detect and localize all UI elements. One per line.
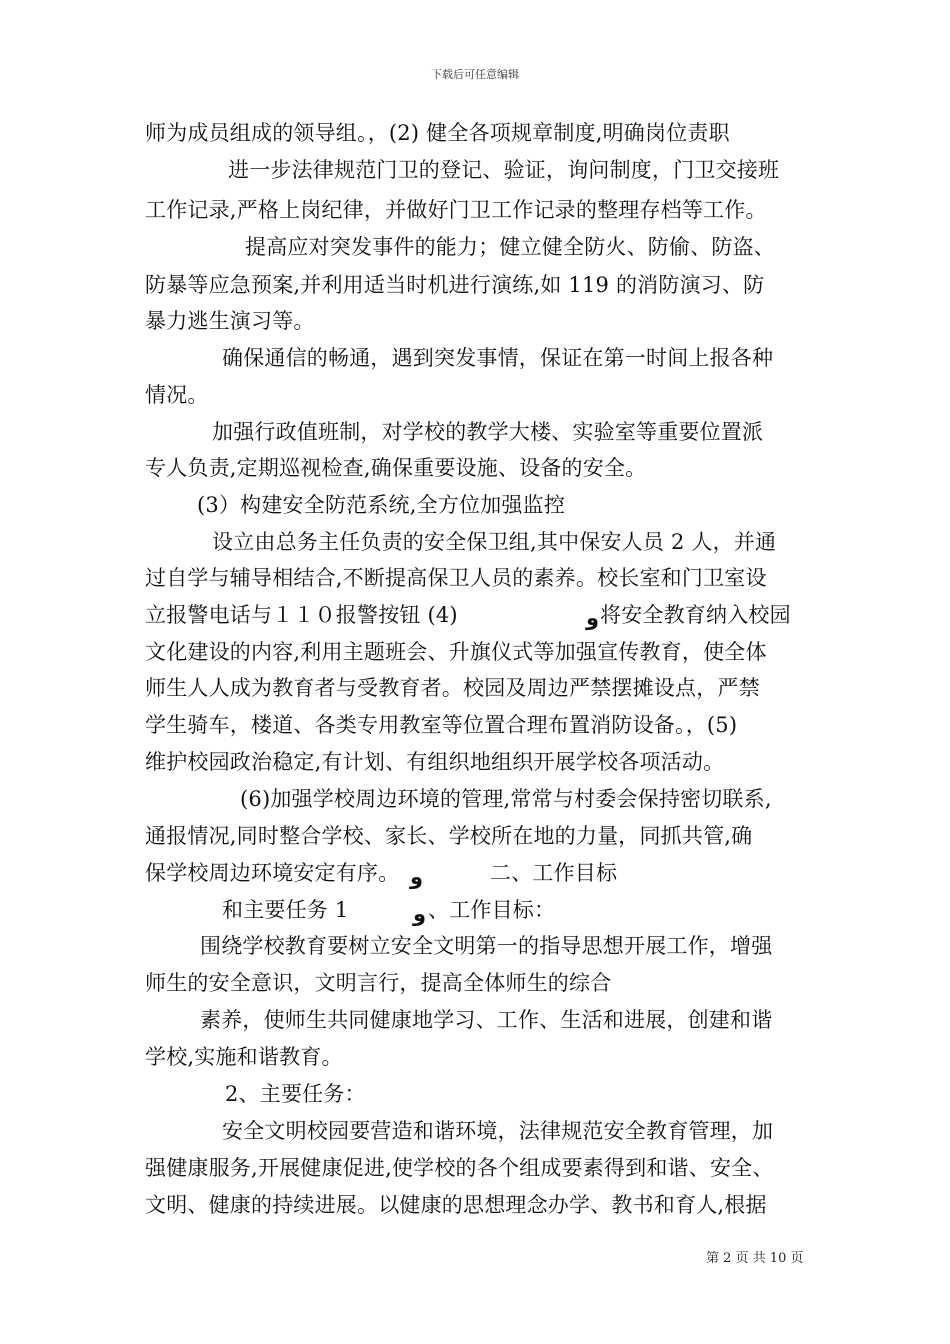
text-line: 专人负责,定期巡视检查,确保重要设施、设备的安全。 <box>145 456 647 480</box>
text-line: 维护校园政治稳定,有计划、有组织地组织开展学校各项活动。 <box>145 750 725 774</box>
text-line: (3）构建安全防范系统,全方位加强监控 <box>197 493 566 517</box>
text-line: 过自学与辅导相结合,不断提高保卫人员的素养。校长室和门卫室设 <box>145 566 767 590</box>
text-line: 文化建设的内容,利用主题班会、升旗仪式等加强宣传教育，使全体 <box>145 640 767 664</box>
text-line: 立报警电话与１１０报警按钮 (4) <box>145 603 458 627</box>
text-line: 防暴等应急预案,并利用适当时机进行演练,如 119 的消防演习、防 <box>145 273 765 297</box>
text-line: 情况。 <box>145 383 209 407</box>
text-line: 围绕学校教育要树立安全文明第一的指导思想开展工作，增强 <box>200 934 773 958</box>
text-line: 将安全教育纳入校园 <box>600 603 791 627</box>
glyph-mark: و <box>413 902 427 926</box>
text-line: 工作记录,严格上岗纪律，并做好门卫工作记录的整理存档等工作。 <box>145 198 767 222</box>
text-line: 进一步法律规范门卫的登记、验证，询问制度，门卫交接班 <box>228 158 780 182</box>
text-line: (6)加强学校周边环境的管理,常常与村委会保持密切联系, <box>240 787 772 811</box>
text-line: 学校,实施和谐教育。 <box>145 1045 343 1069</box>
text-line: 加强行政值班制，对学校的教学大楼、实验室等重要位置派 <box>212 420 764 444</box>
text-line: 暴力逃生演习等。 <box>145 309 315 333</box>
text-line: 和主要任务 1 <box>222 898 349 922</box>
section-heading: 二、工作目标 <box>490 861 618 885</box>
text-line: 确保通信的畅通，遇到突发事情，保证在第一时间上报各种 <box>222 346 774 370</box>
glyph-mark: و <box>586 606 600 630</box>
text-line: 提高应对突发事件的能力；健立健全防火、防偷、防盗、 <box>245 235 775 259</box>
text-line: 素养，使师生共同健康地学习、工作、生活和进展，创建和谐 <box>200 1008 773 1032</box>
section-heading: 2、主要任务： <box>225 1082 366 1106</box>
text-line: 师生的安全意识，文明言行，提高全体师生的综合 <box>145 971 612 995</box>
text-line: 安全文明校园要营造和谐环境，法律规范安全教育管理，加 <box>222 1119 774 1143</box>
glyph-mark: و <box>410 865 424 889</box>
page-footer: 第 2 页 共 10 页 <box>706 1251 804 1266</box>
text-line: 师为成员组成的领导组。，(2) 健全各项规章制度,明确岗位责职 <box>145 121 730 145</box>
text-line: 、工作目标： <box>428 898 556 922</box>
text-line: 强健康服务,开展健康促进,使学校的各个组成要素得到和谐、安全、 <box>145 1156 774 1180</box>
text-line: 学生骑车，楼道、各类专用教室等位置合理布置消防设备。，(5) <box>145 713 738 737</box>
text-line: 保学校周边环境安定有序。 <box>145 861 400 885</box>
page-header: 下载后可任意编辑 <box>431 68 519 81</box>
text-line: 设立由总务主任负责的安全保卫组,其中保安人员 2 人，并通 <box>212 530 777 554</box>
text-line: 文明、健康的持续进展。以健康的思想理念办学、教书和育人,根据 <box>145 1193 767 1217</box>
text-line: 通报情况,同时整合学校、家长、学校所在地的力量，同抓共管,确 <box>145 824 753 848</box>
text-line: 师生人人成为教育者与受教育者。校园及周边严禁摆摊设点，严禁 <box>145 676 760 700</box>
